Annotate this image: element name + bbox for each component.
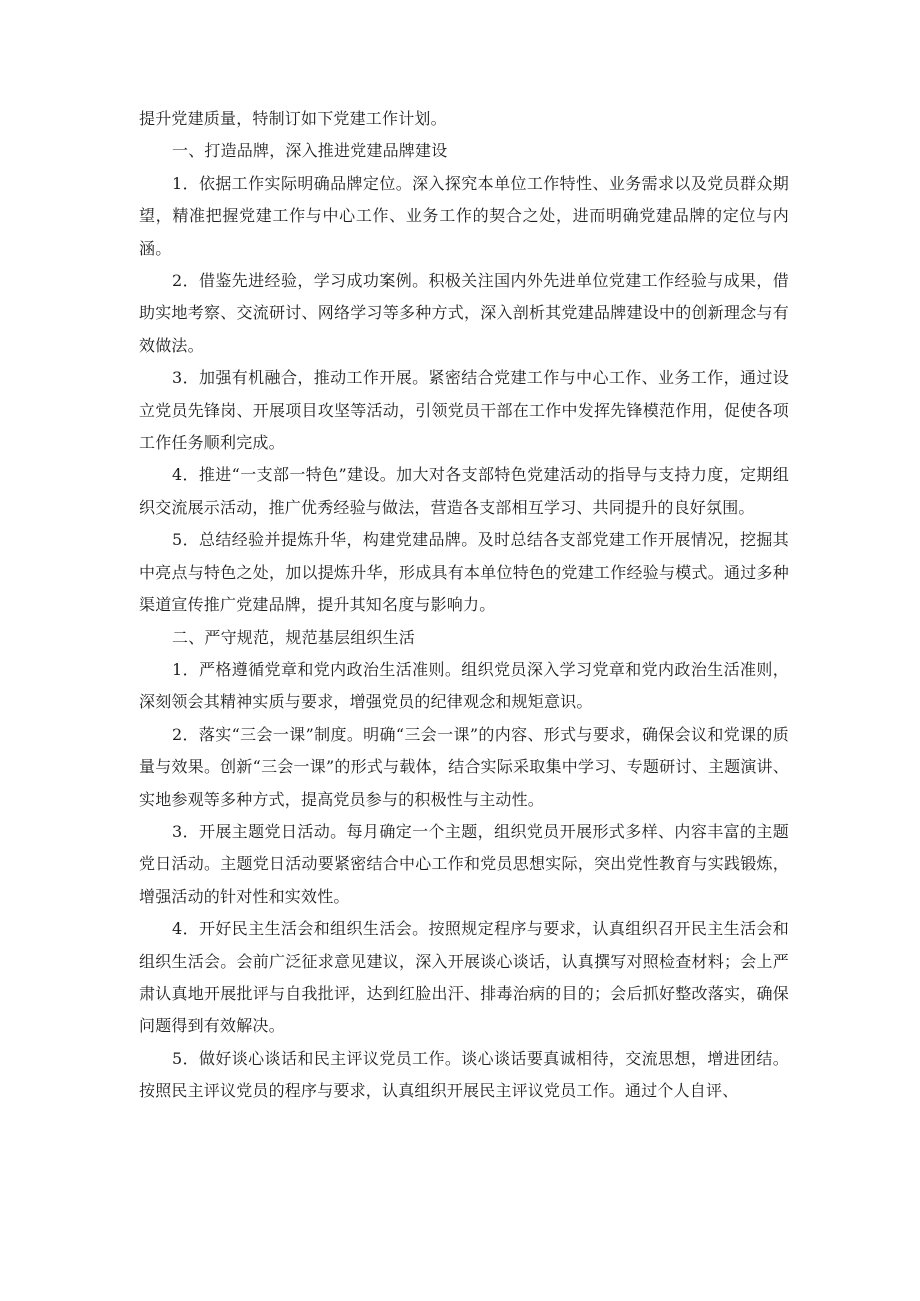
- list-item: 4．开好民主生活会和组织生活会。按照规定程序与要求，认真组织召开民主生活会和组织生活会。会前广泛征求意见建议，深入开展谈心谈话，认真撰写对照检查材料；会上严肃认真地开展批评与自我批评，达到红脸出汗、排毒治病的目的；会后抓好整改落实，确保问题得到有效解决。: [139, 919, 789, 1036]
- list-item: 3．开展主题党日活动。每月确定一个主题，组织党员开展形式多样、内容丰富的主题党日活动。主题党日活动要紧密结合中心工作和党员思想实际，突出党性教育与实践锻炼，增强活动的针对性和实效性。: [139, 821, 789, 906]
- document-body: [139, 103, 789, 1108]
- list-item: 2．借鉴先进经验，学习成功案例。积极关注国内外先进单位党建工作经验与成果，借助实地考察、交流研讨、网络学习等多种方式，深入剖析其党建品牌建设中的创新理念与有效做法。: [139, 271, 789, 355]
- list-item: 5．总结经验并提炼升华，构建党建品牌。及时总结各支部党建工作开展情况，挖掘其中亮点与特色之处，加以提炼升华，形成具有本单位特色的党建工作经验与模式。通过多种渠道宣传推广党建品牌，提升其知名度与影响力。: [139, 530, 789, 615]
- intro-paragraph: 提升党建质量，特制订如下党建工作计划。: [139, 109, 447, 128]
- list-item: 5．做好谈心谈话和民主评议党员工作。谈心谈话要真诚相待，交流思想，增进团结。按照民主评议党员的程序与要求，认真组织开展民主评议党员工作。通过个人自评、: [139, 1048, 789, 1101]
- list-item: 3．加强有机融合，推动工作开展。紧密结合党建工作与中心工作、业务工作，通过设立党员先锋岗、开展项目攻坚等活动，引领党员干部在工作中发挥先锋模范作用，促使各项工作任务顺利完成。: [139, 368, 789, 453]
- section-heading: 二、严守规范，规范基层组织生活: [172, 627, 416, 647]
- list-item: 1．依据工作实际明确品牌定位。深入探究本单位工作特性、业务需求以及党员群众期望，精准把握党建工作与中心工作、业务工作的契合之处，进而明确党建品牌的定位与内涵。: [139, 173, 789, 258]
- section-heading: 一、打造品牌，深入推进党建品牌建设: [172, 141, 448, 161]
- list-item: 4．推进“一支部一特色”建设。加大对各支部特色党建活动的指导与支持力度，定期组织交流展示活动，推广优秀经验与做法，营造各支部相互学习、共同提升的良好氛围。: [139, 465, 789, 517]
- list-item: 2．落实“三会一课”制度。明确“三会一课”的内容、形式与要求，确保会议和党课的质量与效果。创新“三会一课”的形式与载体，结合实际采取集中学习、专题研讨、主题演讲、实地参观等多种方式，提高党员参与的积极性与主动性。: [139, 724, 789, 809]
- list-item: 1．严格遵循党章和党内政治生活准则。组织党员深入学习党章和党内政治生活准则，深刻领会其精神实质与要求，增强党员的纪律观念和规矩意识。: [139, 659, 789, 712]
